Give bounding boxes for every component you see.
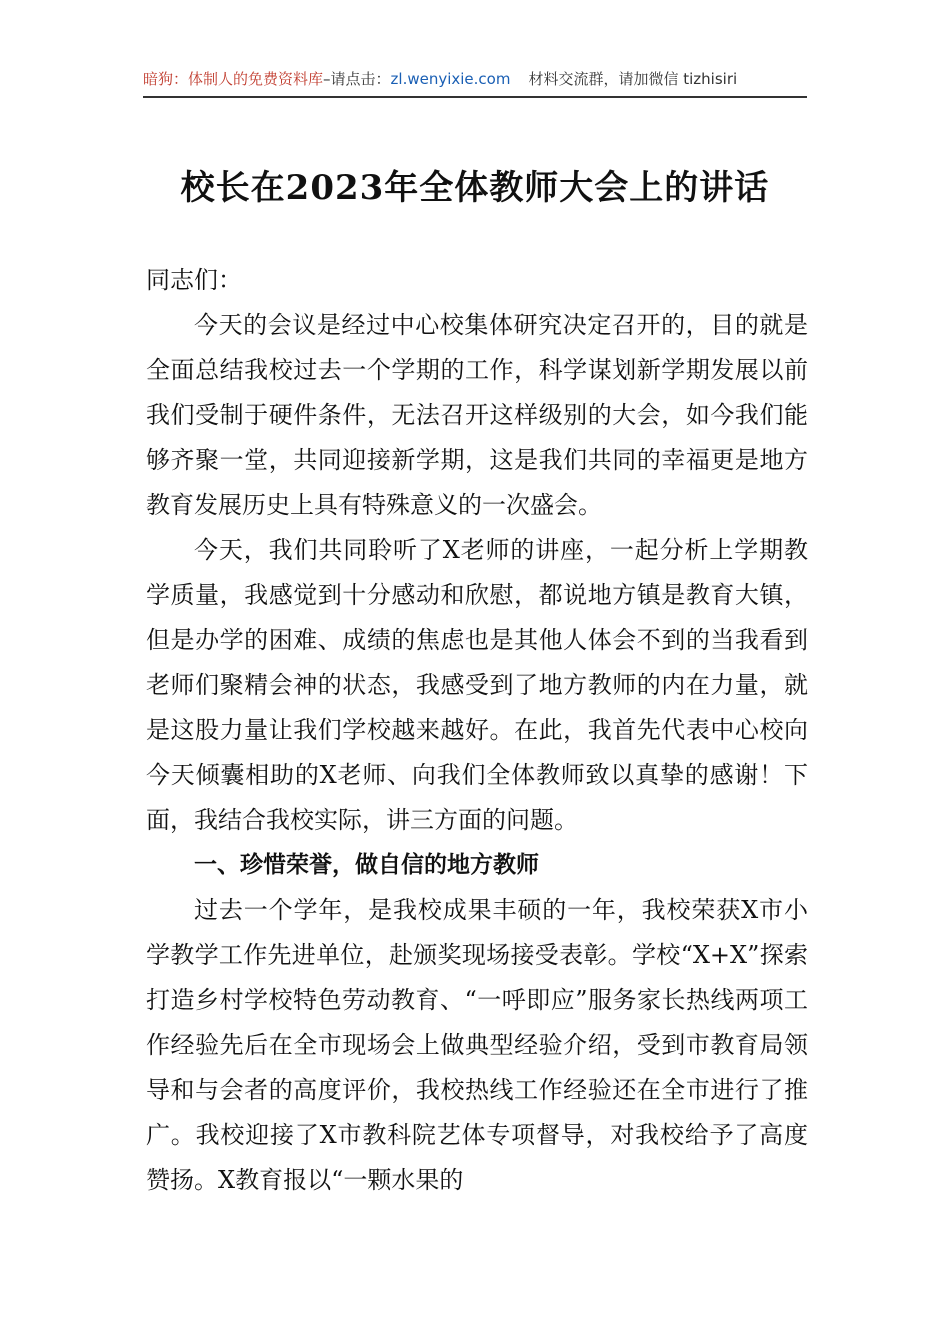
document-body [146,258,808,1203]
paragraph-intro: 今天的会议是经过中心校集体研究决定召开的，目的就是全面总结我校过去一个学期的工作，科学谋划新学期发展以前我们受制于硬件条件，无法召开这样级别的大会，如今我们能够齐聚一堂，共同迎接新学期，这是我们共同的幸福更是地方教育发展历史上具有特殊意义的一次盛会。 [146,311,808,519]
header-click-prompt: –请点击： [323,70,391,88]
salutation: 同志们： [146,266,242,294]
header-wechat-note: 材料交流群，请加微信 tizhisiri [528,70,738,88]
section-1-paragraph: 过去一个学年，是我校成果丰硕的一年，我校荣获X市小学教学工作先进单位，赴颁奖现场接受表彰。学校“X+X”探索打造乡村学校特色劳动教育、“一呼即应”服务家长热线两项工作经验先后在全市现场会上做典型经验介绍，受到市教育局领导和与会者的高度评价，我校热线工作经验还在全市进行了推广。我校迎接了X市教科院艺体专项督导，对我校给予了高度赞扬。X教育报以“一颗水果的 [146,896,808,1194]
section-heading-1: 一、珍惜荣誉，做自信的地方教师 [194,852,539,878]
page-header [143,66,807,98]
header-link[interactable]: zl.wenyixie.com [390,70,511,88]
header-brand: 暗狗：体制人的免费资料库 [143,70,324,88]
paragraph-thanks: 今天，我们共同聆听了X老师的讲座，一起分析上学期教学质量，我感觉到十分感动和欣慰，都说地方镇是教育大镇，但是办学的困难、成绩的焦虑也是其他人体会不到的当我看到老师们聚精会神的状态，我感受到了地方教师的内在力量，就是这股力量让我们学校越来越好。在此，我首先代表中心校向今天倾囊相助的X老师、向我们全体教师致以真挚的感谢！下面，我结合我校实际，讲三方面的问题。 [146,536,808,834]
document-title: 校长在2023年全体教师大会上的讲话 [180,168,770,208]
